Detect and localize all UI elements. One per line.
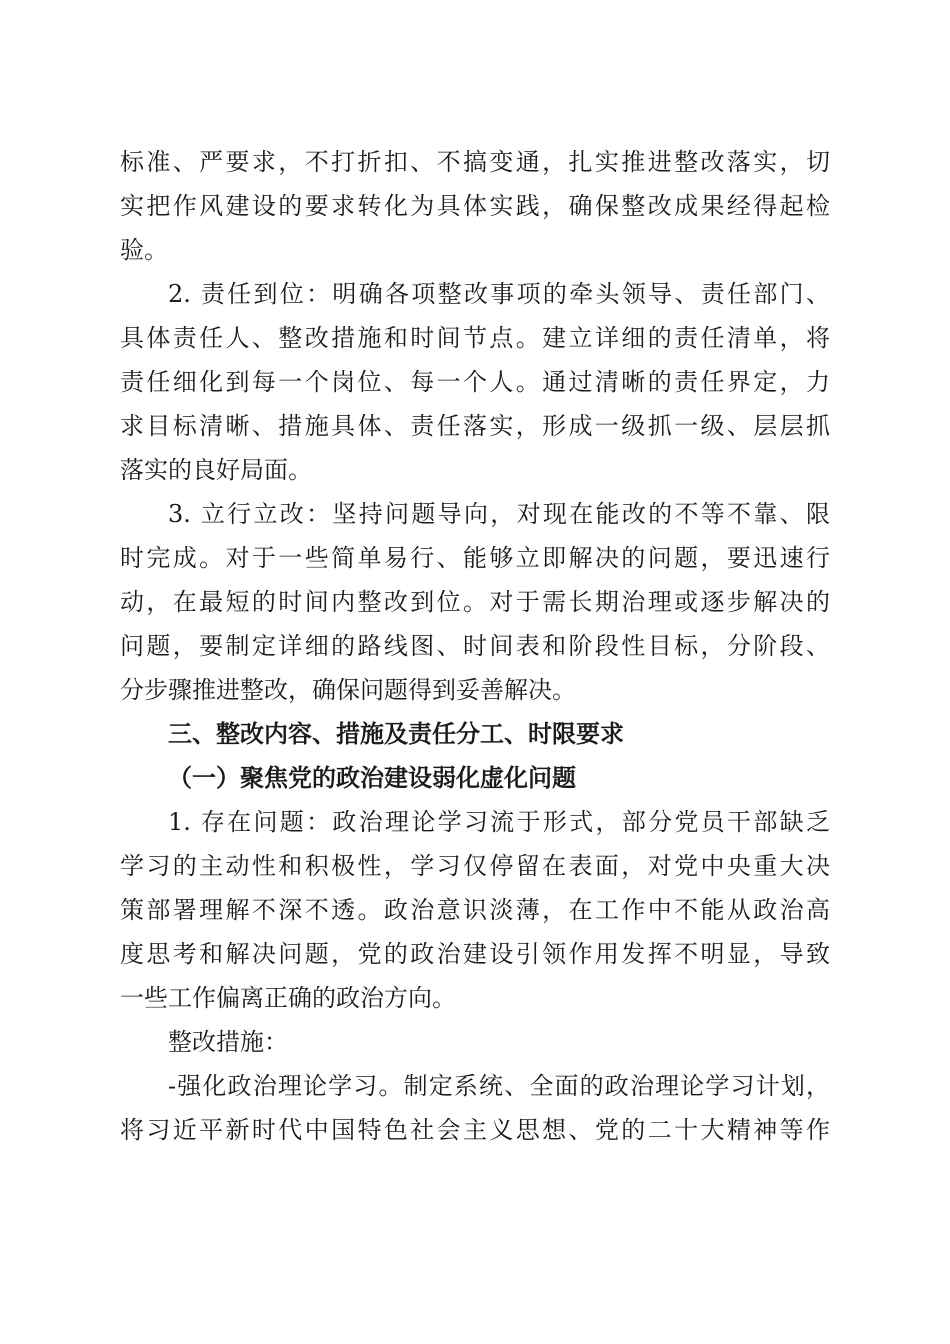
- text-line: 3. 立行立改：坚持问题导向，对现在能改的不等不靠、限: [168, 500, 830, 528]
- text-line: 实把作风建设的要求转化为具体实践，确保整改成果经得起检: [120, 192, 830, 220]
- text-line: 学习的主动性和积极性，学习仅停留在表面，对党中央重大决: [120, 852, 830, 880]
- paragraph: [120, 140, 830, 272]
- text-line: 度思考和解决问题，党的政治建设引领作用发挥不明显，导致: [120, 940, 830, 968]
- section-heading: 三、整改内容、措施及责任分工、时限要求: [168, 720, 624, 748]
- text-line: 将习近平新时代中国特色社会主义思想、党的二十大精神等作: [120, 1116, 830, 1144]
- document-page: [120, 140, 830, 1152]
- text-line: 策部署理解不深不透。政治意识淡薄，在工作中不能从政治高: [120, 896, 830, 924]
- text-line: 整改措施：: [168, 1028, 288, 1056]
- paragraph: [120, 1020, 830, 1064]
- text-line: 一些工作偏离正确的政治方向。: [120, 984, 456, 1012]
- text-line: 验。: [120, 236, 168, 264]
- paragraph: [120, 1064, 830, 1152]
- text-line: 求目标清晰、措施具体、责任落实，形成一级抓一级、层层抓: [120, 412, 830, 440]
- text-line: 责任细化到每一个岗位、每一个人。通过清晰的责任界定，力: [120, 368, 830, 396]
- paragraph: [120, 800, 830, 1020]
- text-line: 问题，要制定详细的路线图、时间表和阶段性目标，分阶段、: [120, 632, 830, 660]
- text-line: 动，在最短的时间内整改到位。对于需长期治理或逐步解决的: [120, 588, 830, 616]
- text-line: 1. 存在问题：政治理论学习流于形式，部分党员干部缺乏: [168, 808, 830, 836]
- subsection-heading: （一）聚焦党的政治建设弱化虚化问题: [168, 763, 576, 792]
- paragraph: [120, 272, 830, 492]
- text-line: 标准、严要求，不打折扣、不搞变通，扎实推进整改落实，切: [120, 148, 830, 176]
- paragraph: [120, 492, 830, 712]
- text-line: 时完成。对于一些简单易行、能够立即解决的问题，要迅速行: [120, 544, 830, 572]
- text-line: -强化政治理论学习。制定系统、全面的政治理论学习计划，: [168, 1072, 830, 1100]
- text-line: 分步骤推进整改，确保问题得到妥善解决。: [120, 676, 576, 704]
- text-line: 具体责任人、整改措施和时间节点。建立详细的责任清单，将: [120, 324, 830, 352]
- text-line: 2. 责任到位：明确各项整改事项的牵头领导、责任部门、: [168, 280, 830, 308]
- text-line: 落实的良好局面。: [120, 456, 312, 484]
